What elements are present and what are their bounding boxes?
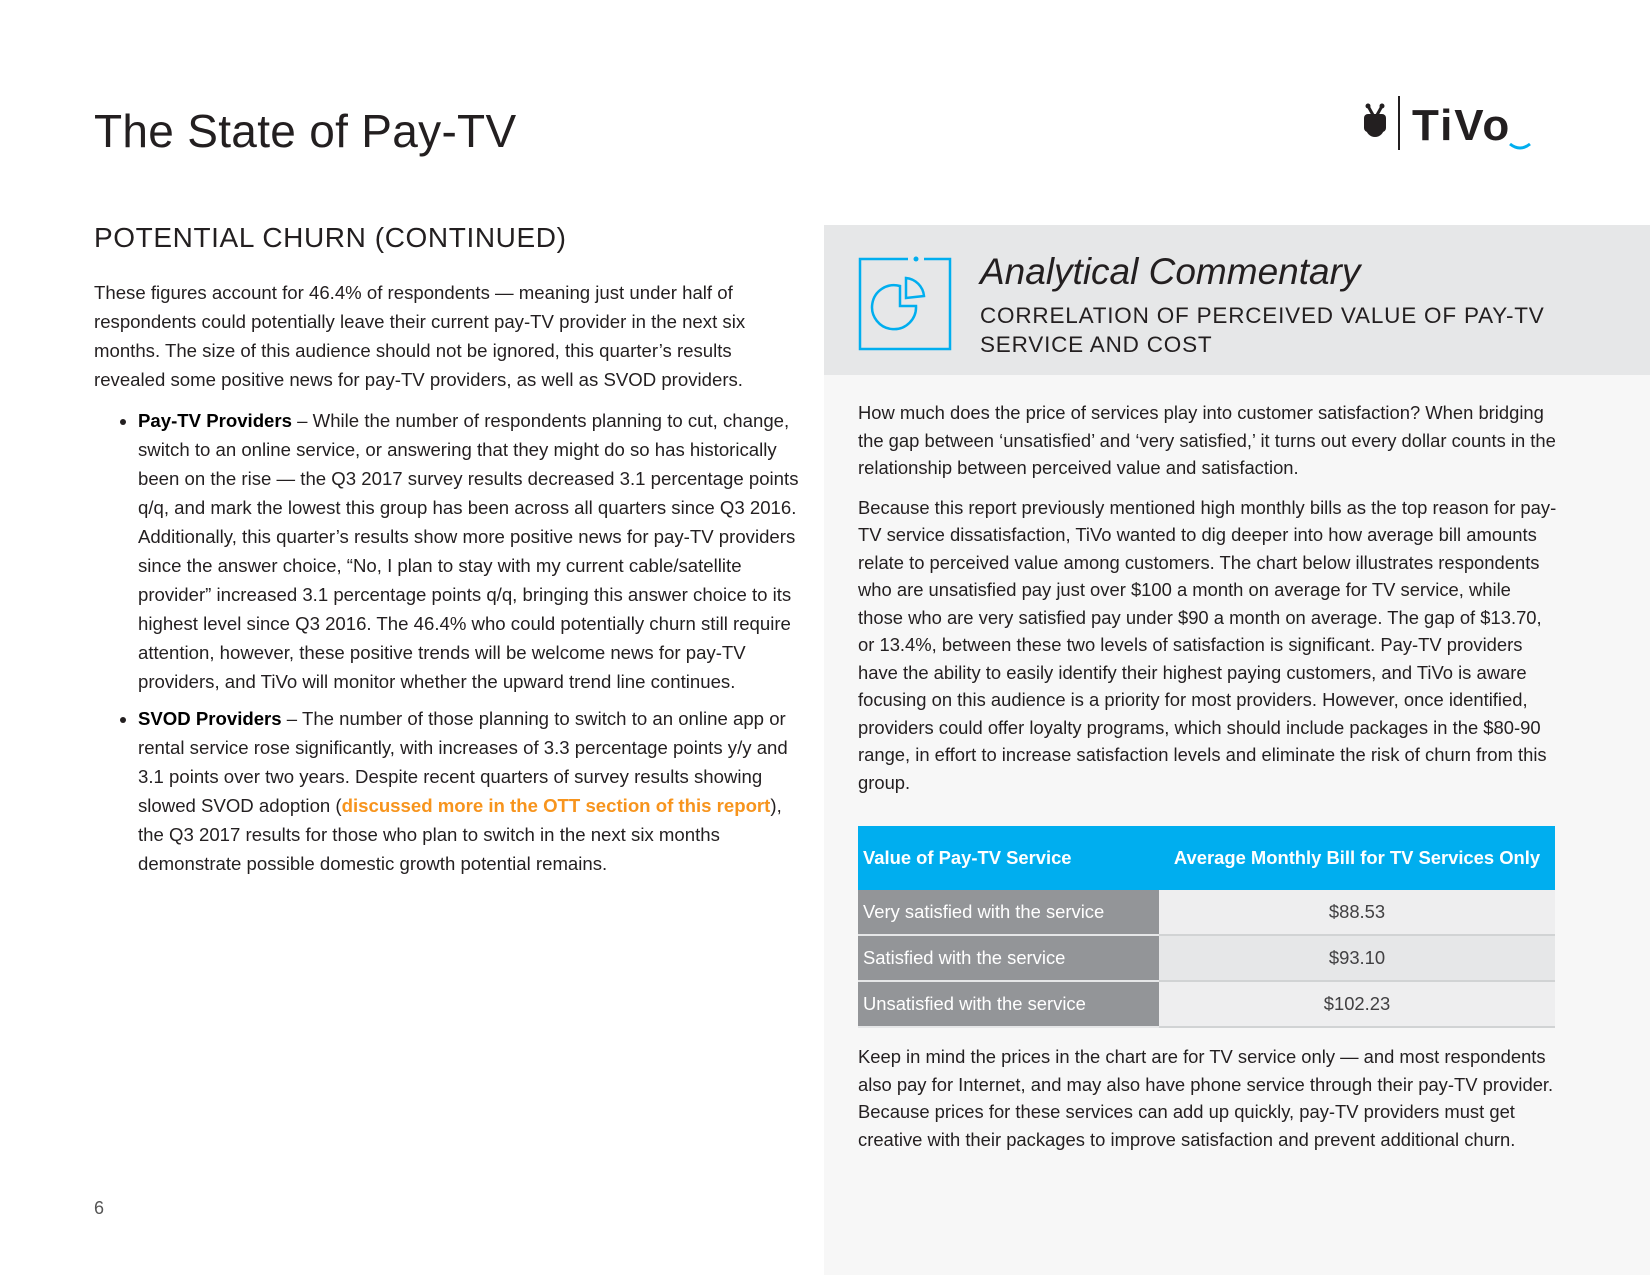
closing-paragraph: Keep in mind the prices in the chart are for TV service only — and most respondents also pay for Internet, and may also have phone service through their pay-TV provider. Because prices for these services can add up quickly, pay-TV providers must get creative with their packages to improve satisfaction and prevent additional churn. — [858, 1046, 1554, 1150]
tivo-logo — [1360, 94, 1558, 154]
column-header-bill: Average Monthly Bill for TV Services Only — [1159, 826, 1555, 890]
page-title: The State of Pay-TV — [94, 105, 517, 157]
bullet-text: – While the number of respondents planning to cut, change, switch to an online service, or answering that they might do so has historically been on the rise — the Q3 2017 survey results decreased 3.1 percentage points q/q, and mark the lowest this group has been across all quarters since Q3 2016. Additionally, this quarter’s results show more positive news for pay-TV providers since the answer choice, “No, I plan to stay with my current cable/satellite provider” increased 3.1 percentage points q/q, bringing this answer choice to its highest level since Q3 2016. The 46.4% who could potentially churn still require attention, however, these positive trends will be welcome news for pay-TV providers, and TiVo will monitor whether the upward trend line continues. — [138, 410, 799, 692]
row-label: Satisfied with the service — [858, 935, 1159, 981]
analytical-commentary-panel — [824, 225, 1650, 1275]
commentary-header — [824, 225, 1650, 375]
list-item-paytv-providers — [138, 406, 800, 696]
commentary-paragraph: How much does the price of services play into customer satisfaction? When bridging the gap between ‘unsatisfied’ and ‘very satisfied,’ it turns out every dollar counts in the relationship between perceived value and satisfaction. — [858, 402, 1556, 478]
row-value: $93.10 — [1159, 935, 1555, 981]
row-label: Unsatisfied with the service — [858, 981, 1159, 1027]
left-column — [94, 222, 800, 886]
bullet-label: SVOD Providers — [138, 708, 282, 729]
commentary-body — [858, 399, 1558, 808]
closing-text — [858, 1043, 1558, 1153]
table-row — [858, 935, 1555, 981]
bullet-text: – The number of those planning to switch to an online app or rental service rose significantly, with increases of 3.3 percentage points y/y and 3.1 points over two years. Despite recent quarters of survey results showing slowed SVOD adoption ( — [138, 708, 788, 816]
section-heading: POTENTIAL CHURN (CONTINUED) — [94, 222, 567, 253]
commentary-subtitle: CORRELATION OF PERCEIVED VALUE OF PAY-TV SERVICE AND COST — [980, 303, 1545, 357]
row-value: $88.53 — [1159, 890, 1555, 935]
bill-value-table — [858, 826, 1555, 1028]
page-number: 6 — [94, 1198, 105, 1218]
commentary-title: Analytical Commentary — [980, 251, 1361, 292]
bullet-text: ), the Q3 2017 results for those who plan to switch in the next six months demonstrate possible domestic growth potential remains. — [138, 795, 782, 874]
bullet-label: Pay-TV Providers — [138, 410, 292, 431]
tivo-logo-text: TiVo — [1412, 101, 1512, 150]
bullet-list — [94, 406, 800, 878]
table-row — [858, 981, 1555, 1027]
commentary-paragraph: Because this report previously mentioned high monthly bills as the top reason for pay-TV service dissatisfaction, TiVo wanted to dig deeper into how average bill amounts relate to perceived value among customers. The chart below illustrates respondents who are unsatisfied pay just over $100 a month on average for TV service, while those who are very satisfied pay under $90 a month on average. The gap of $13.70, or 13.4%, between these two levels of satisfaction is significant. Pay-TV providers have the ability to easily identify their highest paying customers, and TiVo is aware focusing on this audience is a priority for most providers. However, once identified, providers could offer loyalty programs, which should include packages in the $80-90 range, in effort to increase satisfaction levels and eliminate the risk of churn from this group. — [858, 496, 1557, 793]
ott-section-link[interactable]: discussed more in the OTT section of this report — [341, 795, 771, 816]
list-item-svod-providers — [138, 704, 800, 878]
table-header-row — [858, 826, 1555, 890]
intro-paragraph: These figures account for 46.4% of respondents — meaning just under half of respondents could potentially leave their current pay-TV provider in the next six months. The size of this audience should not be ignored, this quarter’s results revealed some positive news for pay-TV providers, as well as SVOD providers. — [94, 282, 746, 390]
row-label: Very satisfied with the service — [858, 890, 1159, 935]
pie-chart-icon — [858, 256, 954, 352]
column-header-value: Value of Pay-TV Service — [858, 826, 1159, 890]
table-row — [858, 890, 1555, 935]
row-value: $102.23 — [1159, 981, 1555, 1027]
